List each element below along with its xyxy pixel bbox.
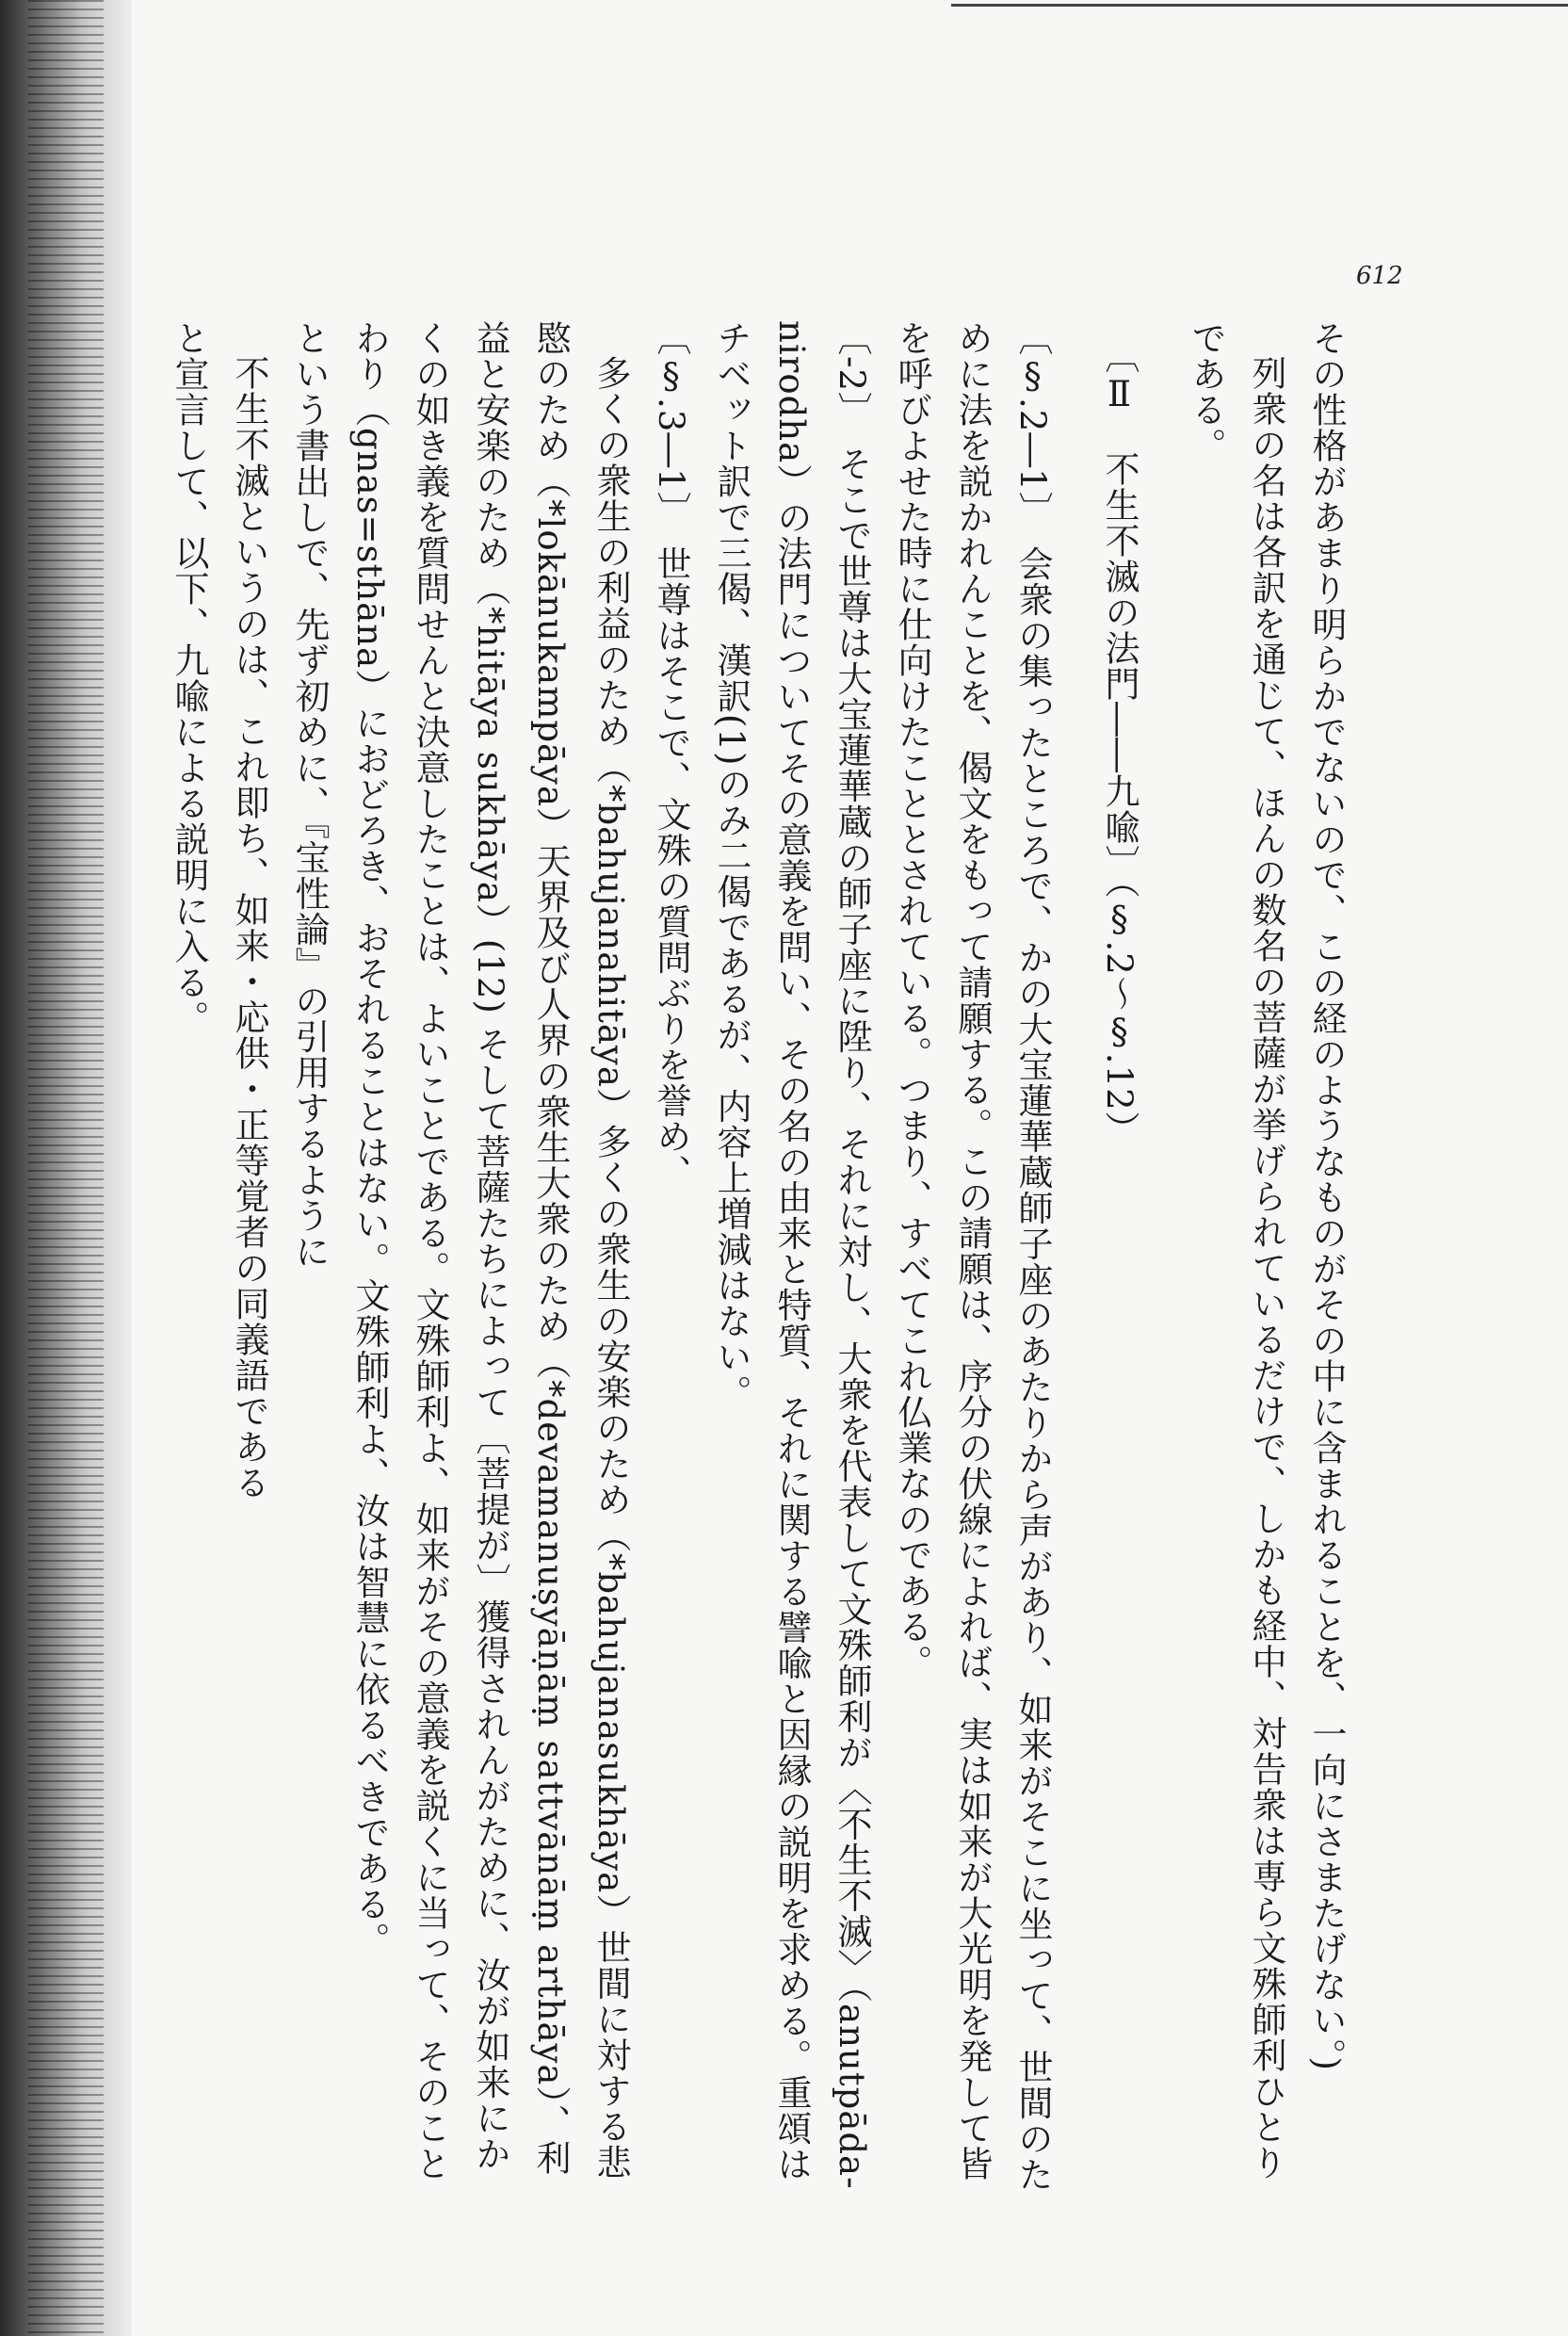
text-line-2: 列衆の名は各訳を通じて、ほんの数名の菩薩が挙げられているだけで、しかも経中、対告衆は専ら文殊師利ひとり (1246, 355, 1286, 2181)
paragraph-2-1: 〔§.2―1〕 会衆の集ったところで、かの大宝蓮華蔵師子座のあたりから声があり、如来がそこに坐って、世間のために法を説かれんことを、偈文をもって請願する。この請願は、序分の伏線によれば、実は如来が大光明を発して皆を呼びよせた時に仕向けたこととされている。つまり、すべてこれ仏業なのである。 (892, 320, 1053, 2193)
paragraph-3-1: 〔§.3―1〕 世尊はそこで、文殊の質問ぶりを誉め、 (651, 320, 691, 1191)
quoted-definition: 不生不滅というのは、これ即ち、如来・応供・正等覚者の同義語である (229, 355, 269, 1501)
vertical-text-body (132, 320, 1356, 2204)
text-line-3: である。 (1186, 320, 1226, 463)
section-heading: 〔Ⅱ 不生不滅の法門――九喩〕（§.2〜§.12） (1099, 337, 1140, 1147)
quoted-passage: 多くの衆生の利益のため（*bahujanahitāya）多くの衆生の安楽のため（*bahujanasukhāya）世間に対する悲愍のため（*lokānukampāya）天界及び人界の衆生大衆のため（*devamanuṣyāṇāṃ sattvānāṃ arthāya）、利益と安楽のため（*hitāya sukhāya）(12) そして菩薩たちによって〔菩提が〕獲得されんがために、汝が如来にかくの如き義を質問せんと決意したことは、よいことである。文殊師利よ、如来がその意義を説くに当って、そのことわり（gnas=sthāna）におどろき、おそれることはない。文殊師利よ、汝は智慧に依るべきである。 (349, 320, 631, 2182)
text-line-1: その性格があまり明らかでないので、この経のようなものがその中に含まれることを、一向にさまたげない。) (1306, 320, 1347, 2071)
page-number: 612 (1356, 262, 1403, 290)
paragraph-2-2: 〔-2〕 そこで世尊は大宝蓮華蔵の師子座に陞り、それに対し、大衆を代表して文殊師利が〈不生不滅〉（anutpāda-nirodha）の法門についてその意義を問い、その名の由来と特質、それに関する譬喩と因縁の説明を求める。重頌はチベット訳で三偈、漢訳(1)のみ二偈であるが、内容上増減はない。 (711, 320, 872, 2190)
book-binding-edge (0, 0, 132, 2336)
paragraph-conclusion: と宣言して、以下、九喩による説明に入る。 (169, 320, 209, 1036)
top-rule (951, 4, 1568, 7)
paragraph-continuation: という書出しで、先ず初めに、『宝性論』の引用するように (289, 320, 330, 1270)
